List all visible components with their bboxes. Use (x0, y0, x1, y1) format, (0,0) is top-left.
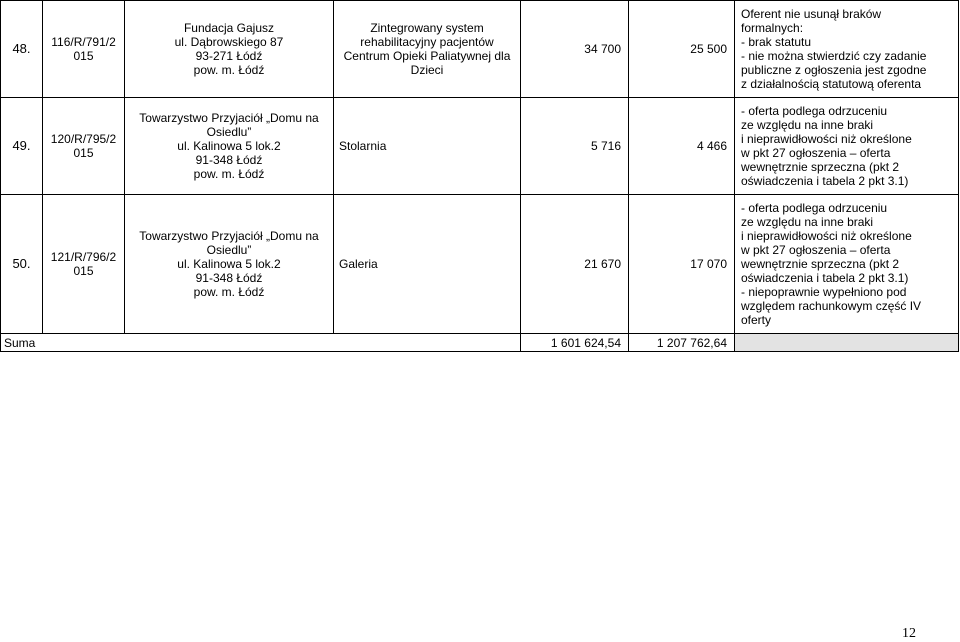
applicant (125, 98, 334, 195)
applicant-line: Towarzystwo Przyjaciół „Domu na (139, 111, 319, 125)
remarks-line: oferty (741, 313, 772, 327)
applicant-line: 91-348 Łódź (195, 271, 263, 285)
offer-number-line: 120/R/795/2 (50, 132, 117, 146)
applicant-line: Osiedlu” (206, 125, 252, 139)
offer-number-line: 015 (73, 146, 94, 160)
remarks-line: w pkt 27 ogłoszenia – oferta (741, 243, 891, 257)
remarks-line: wewnętrznie sprzeczna (pkt 2 (741, 257, 900, 271)
applicant-line: Fundacja Gajusz (183, 21, 275, 35)
granted-amount: 4 466 (629, 98, 735, 195)
task-title-line: rehabilitacyjny pacjentów (360, 35, 494, 49)
remarks-line: ze względu na inne braki (741, 118, 874, 132)
row-number: 48. (1, 1, 43, 98)
offer-number (43, 1, 125, 98)
remarks-line: względem rachunkowym część IV (741, 299, 922, 313)
remarks-line: formalnych: (741, 21, 804, 35)
table-row (1, 98, 959, 195)
offer-number-line: 121/R/796/2 (50, 250, 117, 264)
applicant (125, 195, 334, 334)
remarks-line: - oferta podlega odrzuceniu (741, 104, 888, 118)
applicant-line: ul. Dąbrowskiego 87 (174, 35, 284, 49)
row-number: 50. (1, 195, 43, 334)
granted-amount: 25 500 (629, 1, 735, 98)
requested-amount: 34 700 (521, 1, 629, 98)
remarks-line: Oferent nie usunął braków (741, 7, 882, 21)
offer-number (43, 195, 125, 334)
remarks-line: publiczne z ogłoszenia jest zgodne (741, 63, 927, 77)
table-row (1, 195, 959, 334)
offer-number-line: 015 (73, 49, 94, 63)
applicant-line: pow. m. Łódź (193, 167, 265, 181)
applicant-line: pow. m. Łódź (193, 285, 265, 299)
task-title (334, 98, 521, 195)
applicant-line: pow. m. Łódź (193, 63, 265, 77)
remarks-line: oświadczenia i tabela 2 pkt 3.1) (741, 271, 909, 285)
summary-label: Suma (1, 334, 521, 352)
requested-total: 1 601 624,54 (521, 334, 629, 352)
remarks-line: - oferta podlega odrzuceniu (741, 201, 888, 215)
remarks-line: wewnętrznie sprzeczna (pkt 2 (741, 160, 900, 174)
remarks-line: - brak statutu (741, 35, 812, 49)
page-number: 12 (902, 626, 916, 641)
offer-number-line: 116/R/791/2 (51, 35, 116, 49)
table-row (1, 1, 959, 98)
remarks-line: i nieprawidłowości niż określone (741, 229, 912, 243)
granted-amount: 17 070 (629, 195, 735, 334)
remarks-line: - nie można stwierdzić czy zadanie (741, 49, 927, 63)
remarks (735, 98, 959, 195)
task-title-line: Dzieci (410, 63, 444, 77)
remarks (735, 1, 959, 98)
offer-number-line: 015 (73, 264, 94, 278)
remarks-line: w pkt 27 ogłoszenia – oferta (741, 146, 891, 160)
remarks (735, 195, 959, 334)
task-title (334, 195, 521, 334)
row-number: 49. (1, 98, 43, 195)
task-title (334, 1, 521, 98)
task-title-line: Zintegrowany system (370, 21, 484, 35)
summary-empty-cell (735, 334, 959, 352)
requested-amount: 21 670 (521, 195, 629, 334)
summary-row (1, 334, 959, 352)
remarks-line: i nieprawidłowości niż określone (741, 132, 912, 146)
applicant-line: Osiedlu” (206, 243, 252, 257)
task-title-line: Galeria (339, 257, 378, 271)
applicant-line: 91-348 Łódź (195, 153, 263, 167)
granted-total: 1 207 762,64 (629, 334, 735, 352)
applicant-line: ul. Kalinowa 5 lok.2 (177, 257, 281, 271)
applicant-line: 93-271 Łódź (195, 49, 263, 63)
remarks-line: - niepoprawnie wypełniono pod (741, 285, 907, 299)
requested-amount: 5 716 (521, 98, 629, 195)
offer-number (43, 98, 125, 195)
applicant-line: ul. Kalinowa 5 lok.2 (177, 139, 281, 153)
applicant (125, 1, 334, 98)
remarks-line: z działalnością statutową oferenta (741, 77, 922, 91)
remarks-line: oświadczenia i tabela 2 pkt 3.1) (741, 174, 909, 188)
remarks-line: ze względu na inne braki (741, 215, 874, 229)
applicant-line: Towarzystwo Przyjaciół „Domu na (139, 229, 319, 243)
task-title-line: Centrum Opieki Paliatywnej dla (343, 49, 511, 63)
task-title-line: Stolarnia (339, 139, 387, 153)
